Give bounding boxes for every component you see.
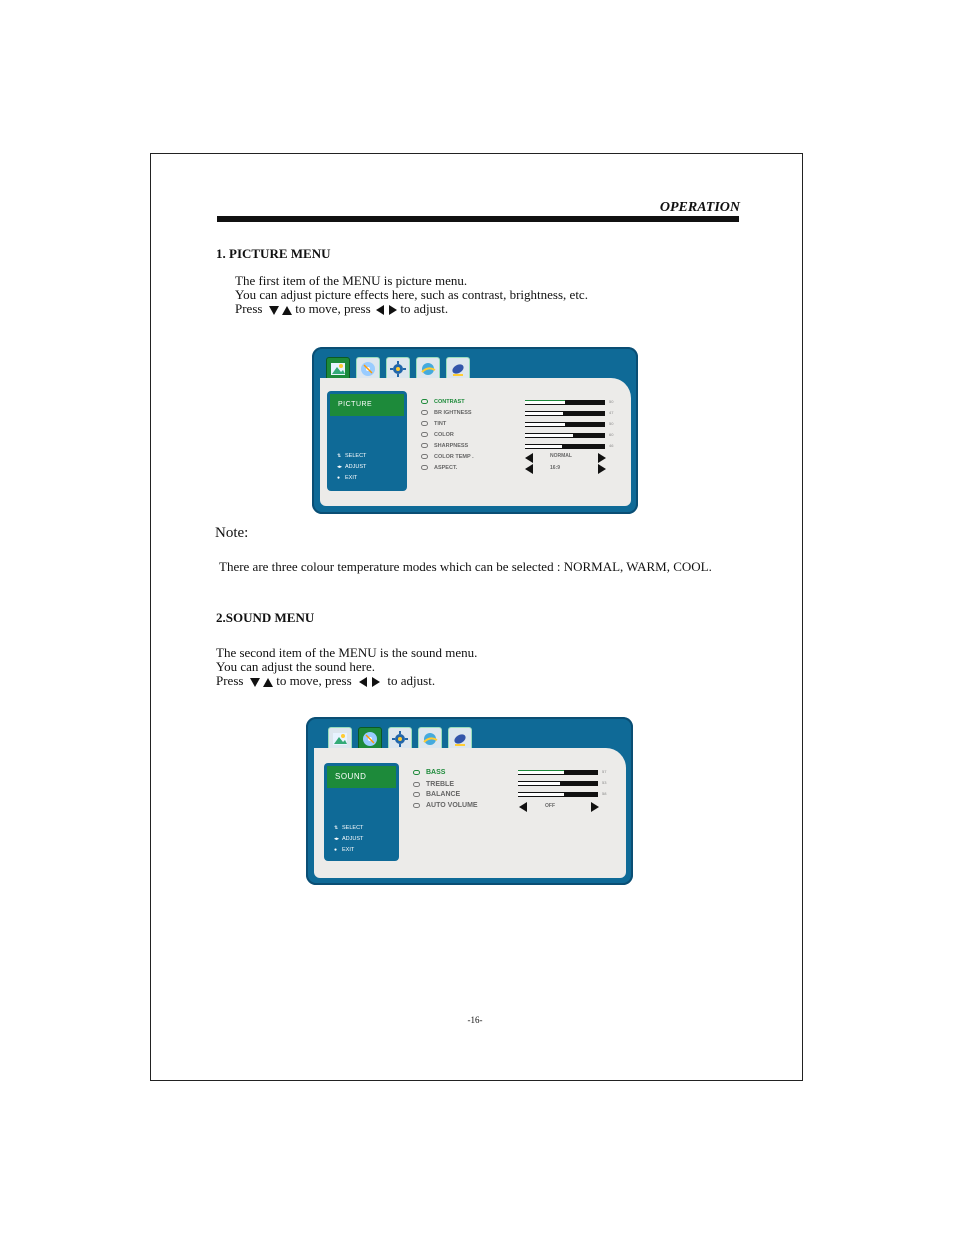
slider-bar[interactable]	[525, 433, 605, 438]
aspect-value: 16:9	[550, 465, 561, 471]
slider-fill	[525, 422, 565, 426]
slider-fill	[525, 400, 565, 404]
aspect-right-arrow-icon[interactable]	[598, 464, 606, 474]
slider-value: 57	[602, 769, 607, 774]
picture-icon	[331, 730, 349, 748]
down-arrow-icon	[250, 678, 260, 687]
left-right-icon: ◂▸	[337, 464, 343, 470]
left-right-icon: ◂▸	[334, 836, 340, 842]
osd-menu-title: PICTURE	[330, 394, 404, 416]
sound-osd-menu	[306, 717, 633, 885]
slider-track	[573, 433, 605, 437]
slider-bar[interactable]	[518, 792, 598, 797]
osd-item-contrast[interactable]: CONTRAST	[421, 399, 465, 405]
color-temp-right-arrow-icon[interactable]	[598, 453, 606, 463]
help-select: ⇅ SELECT	[337, 451, 366, 462]
header-rule	[217, 216, 739, 222]
slider-fill	[525, 411, 563, 415]
osd-item-treble[interactable]: TREBLE	[413, 781, 454, 788]
to-adjust-text: to adjust.	[400, 301, 449, 316]
slider-value: 58	[602, 791, 607, 796]
slider-bar[interactable]	[518, 770, 598, 775]
osd-item-balance[interactable]: BALANCE	[413, 791, 460, 798]
press-text: Press	[235, 301, 263, 316]
slider-track	[562, 444, 605, 448]
auto-volume-value: OFF	[545, 803, 555, 809]
note-label: Note:	[215, 525, 249, 541]
slider-value: 50	[609, 399, 614, 404]
sound-disc-icon	[361, 730, 379, 748]
slider-track	[563, 411, 605, 415]
down-arrow-icon	[269, 306, 279, 315]
slider-bar[interactable]	[518, 781, 598, 786]
osd-item-brightness[interactable]: BR IGHTNESS	[421, 410, 472, 416]
osd-menu-title: SOUND	[327, 766, 396, 788]
slider-track	[564, 770, 598, 774]
to-adjust-text: to adjust.	[387, 673, 436, 688]
slider-fill	[518, 770, 564, 774]
slider-track	[564, 792, 598, 796]
osd-item-color-temp[interactable]: COLOR TEMP .	[421, 454, 474, 460]
slider-bar[interactable]	[525, 400, 605, 405]
picture-menu-heading: 1. PICTURE MENU	[216, 246, 331, 261]
slider-bar[interactable]	[525, 444, 605, 449]
sound-disc-icon	[359, 360, 377, 378]
slider-value: 46	[609, 443, 614, 448]
picture-press-line	[235, 302, 448, 316]
up-down-icon: ⇅	[334, 825, 339, 831]
sound-intro-line2: You can adjust the sound here.	[216, 659, 375, 674]
up-arrow-icon	[263, 678, 273, 687]
slider-value: 60	[609, 432, 614, 437]
slider-value: 50	[609, 421, 614, 426]
sound-intro-line1: The second item of the MENU is the sound menu.	[216, 645, 478, 660]
help-select: ⇅ SELECT	[334, 823, 363, 834]
note-text: There are three colour temperature modes which can be selected : NORMAL, WARM, COOL.	[219, 559, 712, 574]
exit-dot-icon: ●	[334, 847, 338, 853]
slider-bar[interactable]	[525, 422, 605, 427]
slider-track	[560, 781, 598, 785]
press-text: Press	[216, 673, 244, 688]
slider-fill	[518, 792, 564, 796]
left-arrow-icon	[359, 677, 367, 687]
satellite-icon	[451, 730, 469, 748]
auto-volume-left-arrow-icon[interactable]	[519, 802, 527, 812]
globe-icon	[419, 360, 437, 378]
picture-osd-menu	[312, 347, 638, 514]
section-header: OPERATION	[659, 200, 740, 215]
to-move-text: to move, press	[276, 673, 352, 688]
left-arrow-icon	[376, 305, 384, 315]
aspect-left-arrow-icon[interactable]	[525, 464, 533, 474]
slider-bar[interactable]	[525, 411, 605, 416]
slider-fill	[525, 433, 573, 437]
slider-value: 47	[609, 410, 614, 415]
up-arrow-icon	[282, 306, 292, 315]
picture-intro-line2: You can adjust picture effects here, such as contrast, brightness, etc.	[235, 287, 588, 302]
color-temp-left-arrow-icon[interactable]	[525, 453, 533, 463]
osd-panel	[320, 378, 631, 506]
osd-item-auto-volume[interactable]: AUTO VOLUME	[413, 802, 478, 809]
help-adjust: ◂▸ ADJUST	[334, 834, 363, 845]
to-move-text: to move, press	[295, 301, 371, 316]
help-exit: ● EXIT	[337, 473, 366, 484]
osd-item-tint[interactable]: TINT	[421, 421, 446, 427]
sound-press-line	[216, 674, 435, 688]
page-number: -16-	[467, 1015, 483, 1025]
right-arrow-icon	[372, 677, 380, 687]
osd-help	[337, 451, 366, 484]
osd-sidebar	[324, 763, 399, 861]
picture-intro-line1: The first item of the MENU is picture menu.	[235, 273, 468, 288]
osd-panel	[314, 748, 626, 878]
up-down-icon: ⇅	[337, 453, 342, 459]
slider-fill	[518, 781, 560, 785]
help-adjust: ◂▸ ADJUST	[337, 462, 366, 473]
osd-item-sharpness[interactable]: SHARPNESS	[421, 443, 468, 449]
picture-icon	[329, 360, 347, 378]
sound-menu-heading: 2.SOUND MENU	[216, 610, 315, 625]
osd-help	[334, 823, 363, 856]
osd-item-color[interactable]: COLOR	[421, 432, 454, 438]
globe-icon	[421, 730, 439, 748]
gear-icon	[389, 360, 407, 378]
osd-item-aspect[interactable]: ASPECT.	[421, 465, 457, 471]
slider-value: 53	[602, 780, 607, 785]
slider-track	[565, 422, 605, 426]
osd-item-bass[interactable]: BASS	[413, 769, 445, 776]
color-temp-value: NORMAL	[550, 453, 572, 459]
satellite-icon	[449, 360, 467, 378]
exit-dot-icon: ●	[337, 475, 341, 481]
gear-icon	[391, 730, 409, 748]
slider-track	[565, 400, 605, 404]
osd-sidebar	[327, 391, 407, 491]
help-exit: ● EXIT	[334, 845, 363, 856]
auto-volume-right-arrow-icon[interactable]	[591, 802, 599, 812]
slider-fill	[525, 444, 562, 448]
right-arrow-icon	[389, 305, 397, 315]
